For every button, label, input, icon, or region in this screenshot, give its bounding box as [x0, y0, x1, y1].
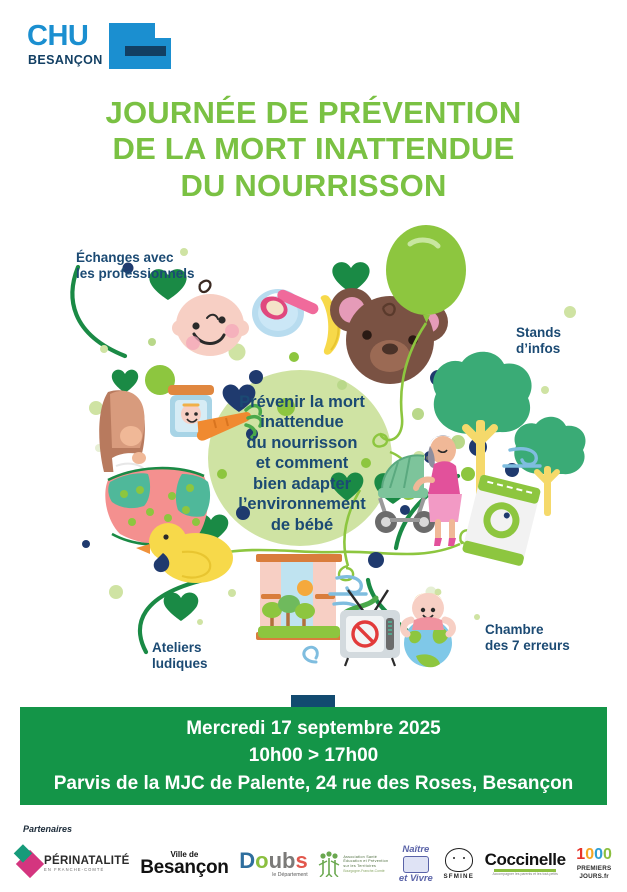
logo-besancon-text: BESANÇON — [28, 53, 103, 67]
dot — [249, 370, 263, 384]
asept-line-4: Bourgogne-Franche-Comté — [343, 869, 385, 874]
callout-line-2: des 7 erreurs — [485, 638, 570, 654]
partner-logo-naitre-et-vivre — [399, 841, 433, 887]
dot — [197, 619, 203, 625]
coccinelle-text: Coccinelle — [484, 850, 566, 870]
k1000-digit-3: 0 — [594, 846, 604, 864]
dot — [541, 386, 549, 394]
heart-icon — [112, 370, 138, 393]
title-line-3: DU NOURRISSON — [180, 167, 447, 203]
doubs-letter-d: D — [239, 847, 256, 873]
coccinelle-subtitle: Accompagner les parents et les tout-petits — [492, 872, 558, 877]
center-line-7: de bébé — [270, 515, 334, 534]
dot — [368, 552, 384, 568]
doubs-letter-o: o — [255, 847, 269, 873]
title-line-2: DE LA MORT INATTENDUE — [112, 131, 515, 167]
asept-people-icon — [318, 851, 340, 877]
logo-chu-text: CHU — [27, 20, 89, 52]
center-line-2: inattendue — [260, 413, 344, 432]
partner-logo-asept — [318, 841, 388, 887]
asept-line-2: Éducation et Prévention — [343, 859, 389, 864]
callout-chambre-7-erreurs — [485, 622, 570, 655]
title-line-1: JOURNÉE DE PRÉVENTION — [105, 95, 522, 130]
dot — [148, 338, 156, 346]
partner-logo-coccinelle — [485, 841, 566, 887]
center-line-3: du nourrisson — [246, 433, 358, 452]
dot — [228, 589, 236, 597]
event-location: Parvis de la MJC de Palente, 24 rue des Roses, Besançon — [53, 772, 574, 794]
dot — [435, 589, 442, 596]
logo-bar-icon — [125, 46, 166, 56]
partner-logo-sfmine — [443, 841, 474, 887]
asept-line-1: Association Santé — [343, 854, 378, 859]
besancon-big-text: Besançon — [140, 857, 229, 878]
page-title — [0, 95, 627, 204]
dot — [474, 614, 480, 620]
callout-line-2: ludiques — [152, 656, 208, 672]
center-line-4: et comment — [255, 454, 349, 473]
partner-logo-1000-premiers-jours — [576, 841, 612, 887]
callout-ateliers-ludiques — [152, 640, 208, 673]
k1000-digit-1: 1 — [576, 846, 586, 864]
baby-on-globe-icon — [404, 593, 453, 667]
dot — [100, 345, 108, 353]
center-line-5: bien adapter — [252, 474, 352, 493]
partners-logos — [20, 840, 612, 888]
heart-icon — [164, 593, 199, 621]
callout-line-1: Échanges avec — [76, 250, 174, 265]
doubs-letter-s: s — [295, 847, 308, 873]
dot — [289, 352, 299, 362]
chu-besancon-logo — [27, 22, 177, 74]
besancon-small-text: Ville de — [170, 850, 199, 859]
center-line-1: Prévenir la mort — [239, 393, 365, 411]
callout-line-1: Stands — [516, 325, 562, 340]
center-message — [198, 392, 406, 535]
event-details-banner — [20, 707, 607, 805]
partner-logo-ville-besancon — [140, 841, 228, 887]
perinatalite-subtitle: EN FRANCHE-COMTÉ — [44, 867, 105, 873]
k1000-sub-1: PREMIERS — [576, 865, 612, 873]
dot — [412, 408, 424, 420]
callout-stands-infos — [516, 325, 561, 358]
bowl-and-spoon-icon — [252, 288, 320, 337]
dot — [337, 380, 347, 390]
k1000-digit-2: 0 — [585, 846, 595, 864]
asept-line-3: sur les Territoires — [343, 863, 377, 868]
dot — [109, 585, 123, 599]
center-line-6: l’environnement — [238, 495, 366, 514]
callout-line-1: Ateliers — [152, 640, 202, 655]
doubs-letter-u: u — [268, 847, 283, 873]
naitre-text: Naître — [402, 844, 430, 855]
doubs-subtitle: le Département — [272, 871, 308, 878]
partner-logo-doubs — [239, 841, 308, 887]
callout-line-1: Chambre — [485, 622, 544, 637]
k1000-digit-4: 0 — [603, 846, 612, 864]
milk-carton-icon — [462, 474, 542, 567]
callout-echanges-professionnels — [76, 250, 195, 283]
breastfeeding-mother-icon — [99, 390, 155, 478]
event-hours: 10h00 > 17h00 — [248, 745, 379, 767]
callout-line-2: les professionnels — [76, 266, 195, 282]
event-date: Mercredi 17 septembre 2025 — [186, 717, 441, 739]
doubs-letter-b: b — [282, 847, 296, 873]
partner-logo-perinatalite — [20, 841, 130, 887]
k1000-sub-2: JOURS.fr — [579, 873, 609, 880]
dot — [461, 467, 475, 481]
callout-line-2: d’infos — [516, 341, 561, 357]
perinatalite-diamond-icon — [16, 850, 44, 878]
vivre-text: et Vivre — [398, 872, 433, 884]
sfmine-text: SFMINE — [443, 872, 475, 880]
sfmine-baby-face-icon — [445, 848, 473, 872]
naitre-cradle-icon — [403, 856, 429, 873]
dot — [564, 306, 576, 318]
wind-swirl-icon — [304, 647, 317, 662]
perinatalite-title: PÉRINATALITÉ — [44, 854, 130, 867]
dot — [82, 540, 90, 548]
partners-label: Partenaires — [23, 824, 73, 834]
